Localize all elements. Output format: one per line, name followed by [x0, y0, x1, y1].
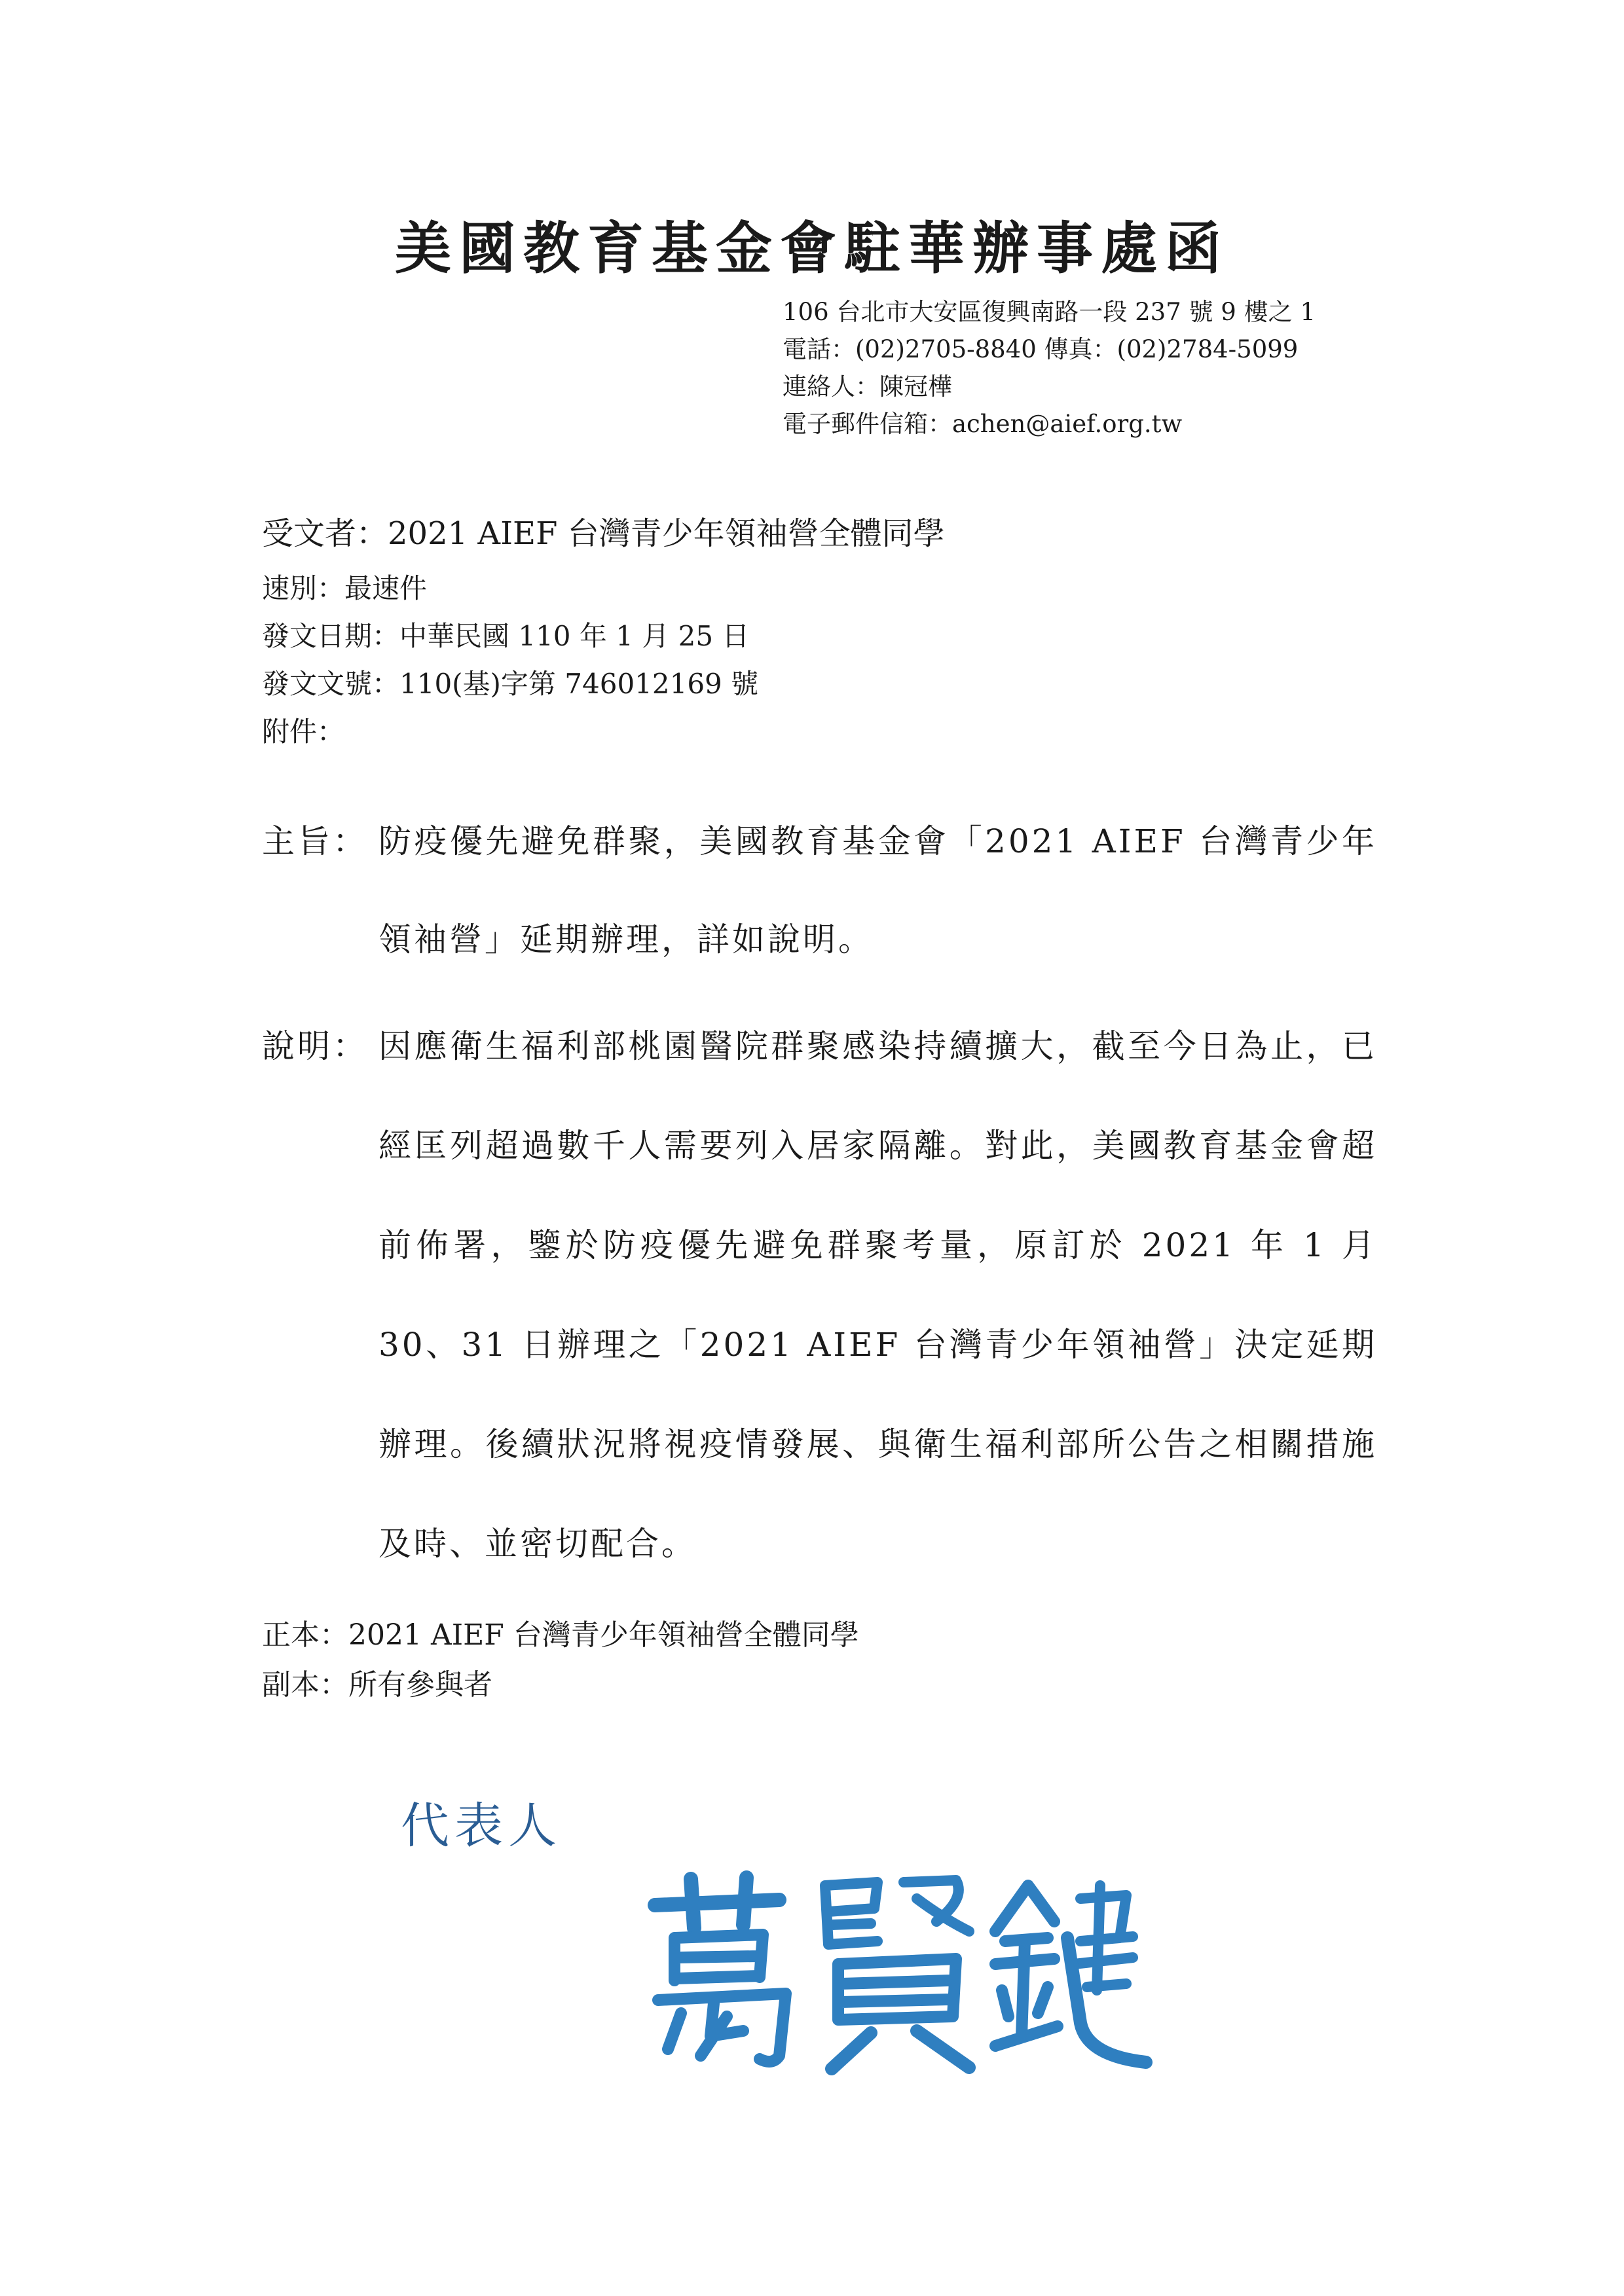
- signature-strokes: [655, 1878, 1146, 2069]
- copy-recipient-line: 副本：所有參與者: [262, 1668, 492, 1702]
- explanation-text: 因應衛生福利部桃園醫院群聚感染持續擴大，截至今日為止，已經匡列超過數千人需要列入居家隔離。對此，美國教育基金會超前佈署，鑒於防疫優先避免群聚考量，原訂於 2021 年 1 月 30、31 日辦理之「2021 AIEF 台灣青少年領袖營」決定延期辦理。後續狀況將視疫情發展、與衛生福利部所公告之相關措施及時、並密切配合。: [378, 1027, 1377, 1563]
- subject-text: 防疫優先避免群聚，美國教育基金會「2021 AIEF 台灣青少年領袖營」延期辦理，詳如說明。: [378, 822, 1377, 958]
- signature-stamp: [629, 1859, 1153, 2082]
- subject-label: 主旨：: [262, 822, 368, 860]
- speed-line: 速別：最速件: [262, 572, 428, 604]
- phone-fax-line: 電話：(02)2705-8840 傳真：(02)2784-5099: [783, 335, 1299, 363]
- explanation-label: 說明：: [262, 1027, 368, 1065]
- date-line: 發文日期：中華民國 110 年 1 月 25 日: [262, 620, 750, 652]
- contact-person-line: 連絡人：陳冠樺: [783, 373, 952, 401]
- recipient-line: 受文者：2021 AIEF 台灣青少年領袖營全體同學: [262, 515, 945, 552]
- document-meta: [262, 511, 945, 756]
- email-line: 電子郵件信箱：achen@aief.org.tw: [783, 410, 1183, 438]
- representative-label: 代表人: [401, 1798, 562, 1854]
- distribution-block: [262, 1611, 859, 1710]
- letterhead-title: 美國教育基金會駐華辦事處函: [395, 215, 1229, 282]
- address-line: 106 台北市大安區復興南路一段 237 號 9 樓之 1: [783, 298, 1316, 326]
- doc-number-line: 發文文號：110(基)字第 746012169 號: [262, 668, 759, 700]
- contact-block: [783, 293, 1316, 443]
- attachment-line: 附件：: [262, 716, 345, 748]
- original-recipient-line: 正本：2021 AIEF 台灣青少年領袖營全體同學: [262, 1618, 859, 1652]
